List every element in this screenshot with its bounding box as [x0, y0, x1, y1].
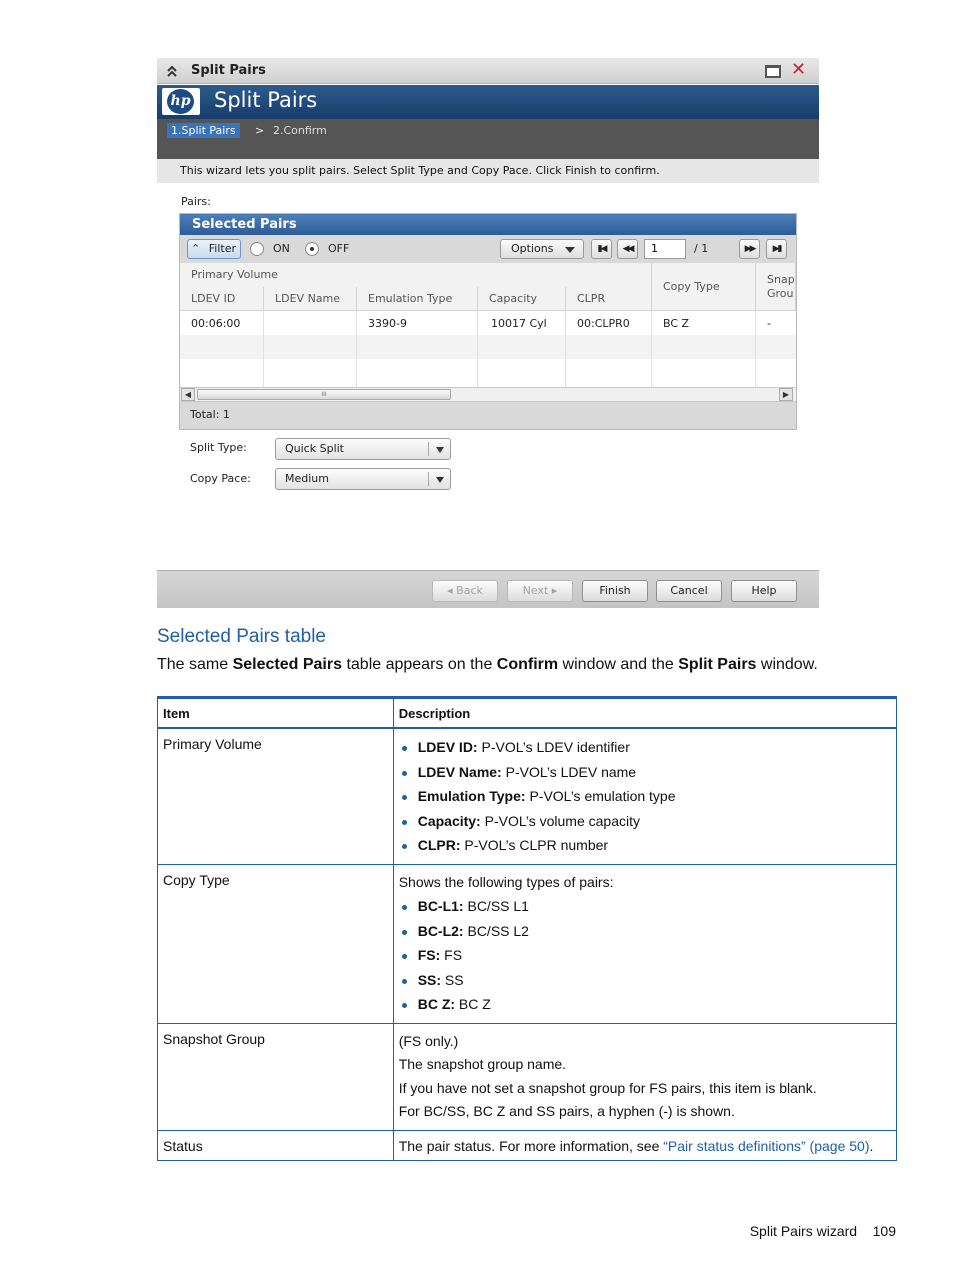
split-type-label: Split Type: — [190, 441, 247, 454]
row-copy-type — [158, 864, 897, 1023]
filter-on-radio[interactable] — [250, 242, 264, 256]
back-button[interactable]: ◂ Back — [432, 580, 498, 602]
page-number: 109 — [872, 1223, 896, 1239]
chevron-down-icon — [436, 447, 444, 453]
col-ldev-name[interactable]: LDEV Name — [264, 287, 357, 311]
banner-title: Split Pairs — [214, 88, 318, 112]
instruction-bar — [157, 159, 819, 183]
col-clpr[interactable]: CLPR — [566, 287, 652, 311]
help-button[interactable]: Help — [731, 580, 797, 602]
section-title: Selected Pairs table — [157, 626, 326, 647]
hp-logo: hp — [162, 88, 200, 115]
desc-copy-type — [393, 864, 896, 1023]
next-button[interactable]: Next ▸ — [507, 580, 573, 602]
filter-off-radio[interactable] — [305, 242, 319, 256]
pairs-label: Pairs: — [181, 195, 211, 208]
close-icon[interactable]: ✕ — [791, 59, 807, 80]
list-item: BC-L2: BC/SS L2 — [399, 919, 891, 944]
collapse-icon[interactable] — [165, 64, 179, 78]
filter-collapse-icon: ⌃ — [191, 242, 201, 255]
footer-section: Split Pairs wizard — [749, 1223, 858, 1239]
primary-volume-group-header: Primary Volume — [180, 263, 652, 287]
col-ldev-id[interactable]: LDEV ID — [180, 287, 264, 311]
scroll-right-icon[interactable]: ▶ — [779, 388, 793, 401]
cell-clpr: 00:CLPR0 — [566, 311, 652, 387]
filter-off-label: OFF — [328, 242, 350, 255]
col-capacity[interactable]: Capacity — [478, 287, 566, 311]
intro-paragraph: The same Selected Pairs table appears on the Confirm window and the Split Pairs window. — [157, 656, 818, 673]
list-item: Capacity: P-VOL’s volume capacity — [399, 809, 891, 834]
first-page-button[interactable]: ▮◀ — [591, 239, 612, 259]
step-separator: > — [255, 124, 265, 137]
description-table — [157, 696, 897, 1161]
split-type-select[interactable]: Quick Split — [275, 438, 451, 460]
wizard-steps — [157, 119, 819, 159]
panel-header — [180, 214, 796, 235]
list-item: Emulation Type: P-VOL’s emulation type — [399, 784, 891, 809]
desc-snapshot-group: (FS only.) The snapshot group name. If you have not set a snapshot group for FS pairs, this item is blank. For BC/SS, BC Z and SS pairs, a hyphen (-) is shown. — [393, 1023, 896, 1130]
table-header-row — [158, 698, 897, 729]
prev-page-button[interactable]: ◀◀ — [617, 239, 638, 259]
step-split-pairs[interactable]: 1.Split Pairs — [167, 123, 240, 138]
filter-button[interactable]: ⌃ Filter — [187, 239, 241, 259]
cell-ldev-id: 00:06:00 — [180, 311, 264, 387]
col-emulation-type[interactable]: Emulation Type — [357, 287, 478, 311]
finish-button[interactable]: Finish — [582, 580, 648, 602]
cell-capacity: 10017 Cyl — [478, 311, 566, 387]
selected-pairs-panel — [179, 213, 797, 430]
desc-status: The pair status. For more information, see “Pair status definitions” (page 50). — [393, 1130, 896, 1160]
list-item: BC Z: BC Z — [399, 992, 891, 1017]
item-snapshot-group: Snapshot Group — [158, 1023, 394, 1130]
chevron-down-icon — [436, 477, 444, 483]
cell-copy-type: BC Z — [652, 311, 756, 387]
copy-pace-select[interactable]: Medium — [275, 468, 451, 490]
item-copy-type: Copy Type — [158, 864, 394, 1023]
window-titlebar — [157, 58, 819, 84]
split-pairs-window — [157, 58, 819, 608]
page-footer — [750, 1223, 896, 1239]
next-page-button[interactable]: ▶▶ — [739, 239, 760, 259]
cancel-button[interactable]: Cancel — [656, 580, 722, 602]
desc-primary-volume — [393, 728, 896, 864]
list-item: CLPR: P-VOL’s CLPR number — [399, 833, 891, 858]
page-number-input[interactable]: 1 — [644, 239, 686, 259]
list-item: FS: FS — [399, 943, 891, 968]
row-snapshot-group — [158, 1023, 897, 1130]
row-primary-volume — [158, 728, 897, 864]
list-item: LDEV ID: P-VOL’s LDEV identifier — [399, 735, 891, 760]
copy-pace-label: Copy Pace: — [190, 472, 251, 485]
copy-type-lead: Shows the following types of pairs: — [398, 873, 614, 890]
instruction-text: This wizard lets you split pairs. Select Split Type and Copy Pace. Click Finish to confirm. — [180, 164, 660, 177]
total-count: Total: 1 — [190, 408, 230, 421]
last-page-button[interactable]: ▶▮ — [766, 239, 787, 259]
header-item: Item — [158, 698, 394, 729]
scroll-thumb[interactable]: III — [197, 389, 451, 400]
col-copy-type[interactable]: Copy Type — [652, 263, 756, 311]
filter-on-label: ON — [273, 242, 290, 255]
row-status — [158, 1130, 897, 1160]
step-confirm[interactable]: 2.Confirm — [273, 124, 327, 137]
horizontal-scrollbar[interactable] — [180, 387, 796, 402]
page-total: / 1 — [694, 242, 709, 255]
maximize-icon[interactable] — [765, 65, 781, 78]
pairs-grid — [180, 263, 796, 387]
item-status: Status — [158, 1130, 394, 1160]
cell-emulation-type: 3390-9 — [357, 311, 478, 387]
options-button[interactable]: Options — [500, 239, 584, 259]
header-description: Description — [393, 698, 896, 729]
list-item: BC-L1: BC/SS L1 — [399, 894, 891, 919]
list-item: LDEV Name: P-VOL’s LDEV name — [399, 760, 891, 785]
table-toolbar — [180, 235, 796, 263]
pair-status-link[interactable]: “Pair status definitions” (page 50) — [663, 1137, 870, 1154]
wizard-button-bar — [157, 570, 819, 608]
scroll-left-icon[interactable]: ◀ — [181, 388, 195, 401]
cell-snapshot-group: - — [767, 317, 771, 330]
cell-ldev-name — [264, 311, 357, 387]
panel-title: Selected Pairs — [192, 217, 297, 232]
item-primary-volume: Primary Volume — [158, 728, 394, 864]
wizard-banner — [157, 85, 819, 119]
chevron-down-icon — [565, 247, 575, 253]
window-title: Split Pairs — [191, 63, 266, 78]
col-snapshot-group[interactable]: Snap Grou — [756, 263, 796, 311]
list-item: SS: SS — [399, 968, 891, 993]
